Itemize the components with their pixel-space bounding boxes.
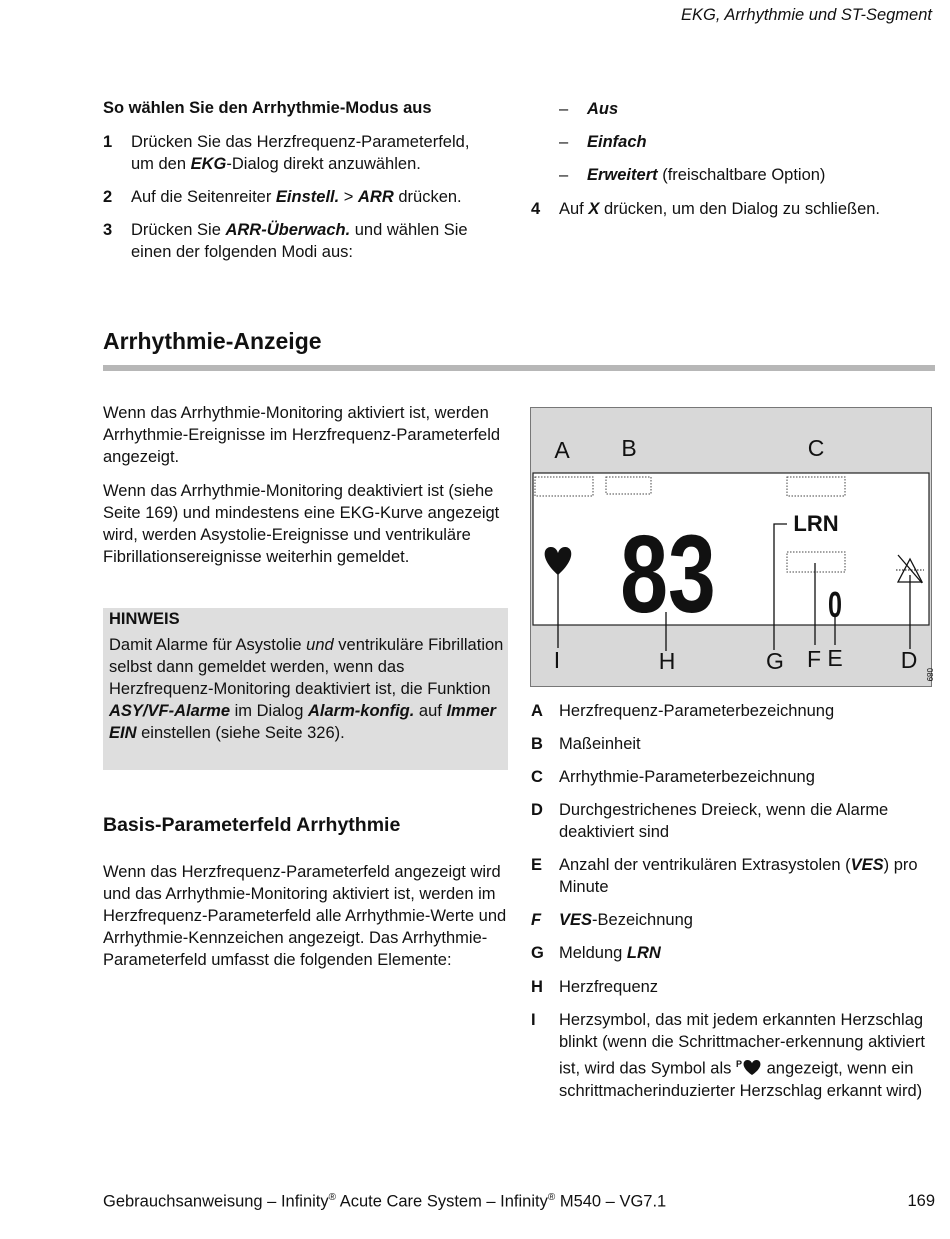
- parameter-field-diagram: [530, 407, 932, 687]
- figure-label-e: E: [827, 645, 843, 671]
- figure-label-c: C: [807, 435, 825, 461]
- page-number: 169: [907, 1192, 935, 1210]
- section-title: Arrhythmie-Anzeige: [103, 328, 322, 354]
- figure-label-i: I: [553, 647, 561, 673]
- paced-heart-icon: [742, 1060, 762, 1076]
- subsection-paragraph: Wenn das Herzfrequenz-Parameterfeld angezeigt wird und das Arrhythmie-Monitoring aktiviert ist, werden im Herzfrequenz-Parameterfeld alle Arrhythmie-Werte und Arrhythmie-Kennzeichen angezeigt. Das Arrhythmie-Parameterfeld umfasst die folgenden Elemente:: [103, 863, 507, 969]
- subsection-title: Basis-Parameterfeld Arrhythmie: [103, 814, 401, 836]
- section-paragraph-2: Wenn das Arrhythmie-Monitoring deaktiviert ist (siehe Seite 169) und mindestens eine EKG-Kurve angezeigt wird, werden Asystolie-Ereignisse und ventrikuläre Fibrillationsereignisse weiterhin gemeldet.: [103, 482, 500, 566]
- heart-rate-value: 83: [620, 512, 716, 636]
- procedure-heading: So wählen Sie den Arrhythmie-Modus aus: [103, 99, 432, 117]
- figure-label-g: G: [766, 648, 784, 674]
- figure-label-f: F: [806, 646, 822, 672]
- step-number: 3: [103, 221, 113, 239]
- figure-id: 089: [925, 668, 934, 682]
- parameter-field-figure: [530, 407, 932, 692]
- figure-label-b: B: [621, 435, 637, 461]
- note-box: [103, 608, 508, 770]
- section-paragraph-1: Wenn das Arrhythmie-Monitoring aktiviert ist, werden Arrhythmie-Ereignisse im Herzfrequenz-Parameterfeld angezeigt.: [103, 404, 501, 466]
- note-body: Damit Alarme für Asystolie und ventrikuläre Fibrillation selbst dann gemeldet werden, wenn das Herzfrequenz-Monitoring deaktiviert ist, die Funktion ASY/VF-Alarme im Dialog Alarm-konfig. auf Immer EIN einstellen (siehe Seite 326).: [109, 636, 504, 742]
- running-header: EKG, Arrhythmie und ST-Segment: [681, 6, 932, 24]
- section-divider: [103, 365, 935, 371]
- figure-label-a: A: [554, 437, 570, 463]
- pacer-marker: P: [735, 1059, 742, 1069]
- note-title: HINWEIS: [109, 610, 180, 628]
- lrn-message: LRN: [793, 511, 839, 536]
- step-number: 1: [103, 133, 113, 151]
- step-number: 2: [103, 188, 113, 206]
- figure-label-h: H: [658, 648, 676, 674]
- step-number: 4: [531, 200, 541, 218]
- parameter-field-frame: [533, 473, 929, 625]
- footer-document-title: Gebrauchsanweisung – Infinity® Acute Care System – Infinity® M540 – VG7.1: [103, 1192, 667, 1211]
- figure-label-d: D: [900, 647, 918, 673]
- ves-value: 0: [827, 584, 843, 626]
